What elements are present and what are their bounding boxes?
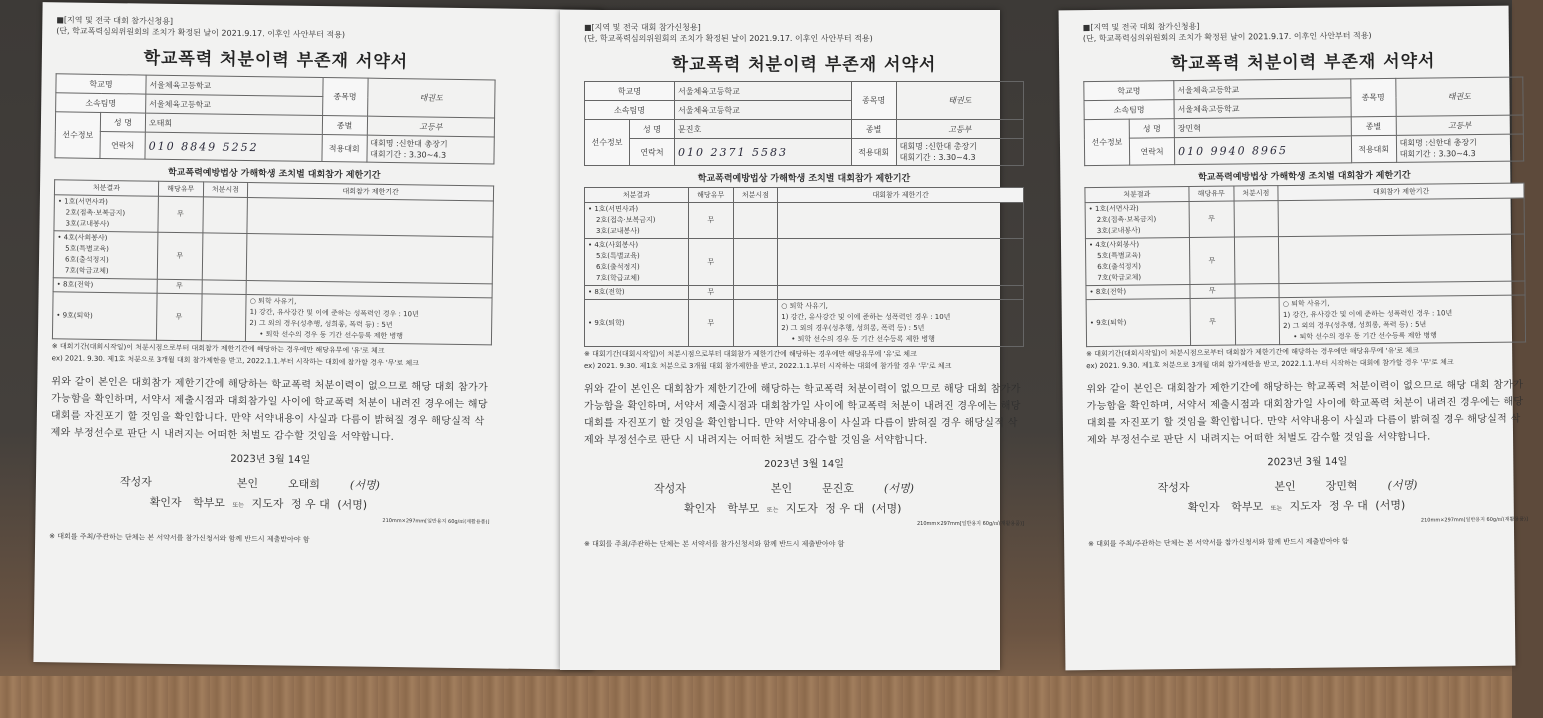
writer-line bbox=[1087, 475, 1527, 496]
period-2 bbox=[1279, 234, 1525, 284]
pledge-date: 2023년 3월 14일 bbox=[230, 453, 311, 466]
time-1 bbox=[1234, 201, 1279, 237]
team-value: 서울체육고등학교 bbox=[675, 101, 852, 120]
paper-spec: 210mm×297mm[일반용지 60g/㎡(재활용품)] bbox=[1420, 516, 1528, 524]
label-writer: 작성자 bbox=[119, 475, 152, 489]
group-3: • 8호(전학) bbox=[53, 278, 157, 293]
restriction-title: 학교폭력예방법상 가해학생 조치별 대회참가 제한기간 bbox=[167, 167, 381, 181]
item-1: • 1호(서면사과) bbox=[1088, 204, 1139, 214]
notice-line-1: ■[지역 및 전국 대회 참가신청용] bbox=[1082, 21, 1200, 33]
player-name: 오태희 bbox=[145, 113, 322, 134]
coach-seal: (서명) bbox=[871, 502, 902, 515]
item-5: 5호(특별교육) bbox=[1097, 251, 1141, 260]
item-3: 3호(교내봉사) bbox=[65, 219, 110, 229]
label-coach: 지도자 bbox=[251, 497, 284, 511]
writer-line bbox=[584, 480, 1024, 496]
coach-seal: (서명) bbox=[337, 498, 368, 512]
event-value: 태권도 bbox=[896, 82, 1023, 120]
contact-phone: 010 9940 8965 bbox=[1174, 136, 1351, 165]
item-6: 6호(출석정지) bbox=[1097, 262, 1142, 271]
label-writer: 작성자 bbox=[654, 482, 686, 495]
pledge-text: 위와 같이 본인은 대회참가 제한기간에 해당하는 학교폭력 처분이력이 없으므로 해당 대회 참가가 가능함을 확인하며, 서약서 제출시점과 대회참가일 사이에 학교폭력 처분이 내려진 경우에는 해당대회를 자진포기 할 것임을 확인합니다. 만약 서약내용이 사실과 다름이 밝혀질 경우 해당실적 삭제와 부정선수로 판단 시 내려지는 어떠한 처벌도 감수할 것임을 서약합니다. bbox=[50, 376, 489, 444]
group-3: • 8호(전학) bbox=[585, 286, 689, 300]
document-title: 학교폭력 처분이력 부존재 서약서 bbox=[1170, 51, 1436, 75]
group-1 bbox=[54, 195, 158, 232]
label-coach: 지도자 bbox=[1289, 499, 1322, 513]
restriction-title: 학교폭력예방법상 가해학생 조치별 대회참가 제한기간 bbox=[697, 174, 911, 184]
time-2 bbox=[733, 239, 778, 286]
applicable-4: 무 bbox=[156, 293, 201, 341]
item-4: • 4호(사회봉사) bbox=[1088, 240, 1140, 250]
document-title: 학교폭력 처분이력 부존재 서약서 bbox=[671, 55, 937, 75]
label-team: 소속팀명 bbox=[1084, 100, 1174, 120]
label-parent: 학부모 bbox=[727, 502, 760, 515]
event-value: 태권도 bbox=[1395, 77, 1523, 116]
coach-name: 정 우 대 bbox=[1328, 499, 1368, 513]
school-value: 서울체육고등학교 bbox=[675, 82, 852, 101]
label-coach: 지도자 bbox=[785, 502, 818, 515]
header-applicable: 해당유무 bbox=[688, 188, 733, 203]
label-competition: 적용대회 bbox=[322, 135, 367, 163]
contact-phone: 010 8849 5252 bbox=[145, 132, 322, 161]
competition-info bbox=[1396, 134, 1524, 162]
label-event: 종목명 bbox=[322, 78, 368, 117]
note-2: ex) 2021. 9.30. 제1호 처분으로 3개월 대회 참가제한을 받고, 2022.1.1.부터 시작하는 대회에 참가할 경우 '무'로 체크 bbox=[51, 354, 420, 368]
division-value: 고등부 bbox=[896, 120, 1023, 139]
note-2: ex) 2021. 9.30. 제1호 처분으로 3개월 대회 참가제한을 받고, 2022.1.1.부터 시작하는 대회에 참가할 경우 '무'로 체크 bbox=[1086, 358, 1454, 371]
info-table bbox=[584, 81, 1024, 166]
label-event: 종목명 bbox=[1350, 78, 1395, 116]
restrict-line-4: • 퇴학 선수의 경우 동 기간 선수등록 제한 병행 bbox=[1293, 331, 1437, 341]
info-table bbox=[54, 73, 495, 164]
applicable-3: 무 bbox=[688, 286, 733, 300]
time-2 bbox=[1234, 237, 1279, 284]
writer-line bbox=[50, 472, 490, 494]
header-time: 처분시점 bbox=[733, 188, 778, 203]
label-competition: 적용대회 bbox=[851, 139, 896, 166]
label-player-info: 선수정보 bbox=[1084, 119, 1129, 165]
period-1 bbox=[778, 203, 1024, 239]
item-5: 5호(특별교육) bbox=[65, 244, 109, 254]
group-2 bbox=[1085, 238, 1189, 286]
notice-line-2: (단, 학교폭력심의위원회의 조치가 확정된 날이 2021.9.17. 이후인 사안부터 적용) bbox=[584, 34, 873, 43]
contact-phone: 010 2371 5583 bbox=[675, 139, 852, 166]
restrict-line-4: • 퇴학 선수의 경우 동 기간 선수등록 제한 병행 bbox=[791, 335, 935, 343]
header-time: 처분시점 bbox=[203, 182, 248, 198]
header-applicable: 해당유무 bbox=[158, 181, 203, 197]
label-confirmer: 확인자 bbox=[1187, 500, 1220, 515]
header-time: 처분시점 bbox=[1233, 186, 1278, 201]
restrict-line-1: ○ 퇴학 사유기, bbox=[249, 297, 297, 306]
label-parent: 학부모 bbox=[1231, 500, 1264, 514]
info-table bbox=[1083, 77, 1524, 167]
player-name: 장민혁 bbox=[1174, 117, 1351, 138]
restrict-line-4: • 퇴학 선수의 경우 동 기간 선수등록 제한 병행 bbox=[259, 330, 403, 341]
competition-period: 대회기간 : 3.30~4.3 bbox=[370, 149, 447, 160]
group-1 bbox=[585, 203, 689, 239]
label-player-info: 선수정보 bbox=[55, 112, 101, 159]
restriction-table bbox=[1084, 183, 1526, 348]
header-result: 처분결과 bbox=[1085, 187, 1189, 203]
period-4 bbox=[246, 294, 492, 344]
label-self: 본인 bbox=[770, 482, 793, 495]
period-3 bbox=[778, 286, 1024, 300]
restriction-table bbox=[52, 179, 494, 345]
header-period: 대회참가 제한기간 bbox=[1278, 183, 1524, 201]
competition-period: 대회기간 : 3.30~4.3 bbox=[1399, 149, 1476, 159]
notice-line-2: (단, 학교폭력심의위원회의 조치가 확정된 날이 2021.9.17. 이후인 사안부터 적용) bbox=[1082, 31, 1372, 44]
restriction-title: 학교폭력예방법상 가해학생 조치별 대회참가 제한기간 bbox=[1198, 170, 1411, 183]
applicable-1: 무 bbox=[158, 196, 203, 233]
item-6: 6호(출석정지) bbox=[596, 263, 640, 271]
notice-line-1: ■[지역 및 전국 대회 참가신청용] bbox=[584, 23, 701, 32]
label-or: 또는 bbox=[232, 501, 245, 509]
label-or: 또는 bbox=[766, 507, 779, 514]
time-4 bbox=[1235, 298, 1280, 345]
label-team: 소속팀명 bbox=[56, 93, 146, 113]
label-confirmer: 확인자 bbox=[684, 502, 716, 515]
item-7: 7호(학급교체) bbox=[596, 274, 640, 282]
division-value: 고등부 bbox=[367, 116, 495, 137]
confirmer-line bbox=[50, 492, 490, 514]
group-2 bbox=[585, 239, 689, 286]
signer-seal: (서명) bbox=[884, 482, 914, 495]
item-3: 3호(교내봉사) bbox=[596, 227, 640, 235]
item-1: • 1호(서면사과) bbox=[57, 197, 108, 207]
signer-name: 문진호 bbox=[822, 482, 855, 495]
label-name: 성 명 bbox=[100, 112, 145, 132]
label-school: 학교명 bbox=[585, 82, 675, 101]
applicable-3: 무 bbox=[1190, 284, 1235, 298]
item-4: • 4호(사회봉사) bbox=[588, 241, 639, 249]
label-division: 종별 bbox=[322, 116, 367, 136]
pledge-document-2 bbox=[560, 10, 1024, 670]
label-writer: 작성자 bbox=[1157, 481, 1190, 495]
pledge-document-1 bbox=[33, 2, 602, 670]
pledge-date: 2023년 3월 14일 bbox=[1267, 456, 1348, 469]
school-value: 서울체육고등학교 bbox=[146, 75, 323, 96]
pledge-date: 2023년 3월 14일 bbox=[764, 459, 844, 470]
team-value: 서울체육고등학교 bbox=[1174, 98, 1351, 119]
label-contact: 연락처 bbox=[1129, 138, 1174, 165]
competition-info bbox=[367, 135, 495, 164]
paper-spec: 210mm×297mm[일반용지 60g/㎡(재활용품)] bbox=[382, 517, 490, 526]
period-4 bbox=[778, 300, 1024, 347]
item-2: 2호(접촉·보복금지) bbox=[65, 208, 126, 218]
pledge-document-3 bbox=[1059, 6, 1528, 671]
competition-period: 대회기간 : 3.30~4.3 bbox=[899, 153, 976, 162]
signer-name: 오태희 bbox=[287, 477, 321, 492]
item-1: • 1호(서면사과) bbox=[588, 205, 639, 213]
event-value: 태권도 bbox=[367, 78, 495, 118]
applicable-4: 무 bbox=[688, 300, 733, 347]
note-1: ※ 대회기간(대회시작일)이 처분시점으로부터 대회참가 제한기간에 해당하는 경우에만 해당유무에 '유'로 체크 bbox=[584, 350, 917, 358]
confirmer-line bbox=[584, 500, 1024, 516]
document-title: 학교폭력 처분이력 부존재 서약서 bbox=[143, 48, 409, 73]
label-school: 학교명 bbox=[1084, 81, 1174, 101]
footer-note: ※ 대회를 주최/주관하는 단체는 본 서약서를 참가신청서와 함께 반드시 제출받아야 함 bbox=[49, 532, 310, 544]
footer-note: ※ 대회를 주최/주관하는 단체는 본 서약서를 참가신청서와 함께 반드시 제출받아야 함 bbox=[1088, 537, 1349, 549]
team-value: 서울체육고등학교 bbox=[146, 94, 323, 115]
label-name: 성 명 bbox=[1129, 119, 1174, 138]
time-1 bbox=[733, 203, 778, 239]
restriction-table bbox=[584, 187, 1024, 347]
coach-name: 정 우 대 bbox=[290, 497, 330, 512]
group-1 bbox=[1085, 202, 1189, 239]
applicable-4: 무 bbox=[1190, 298, 1235, 345]
label-school: 학교명 bbox=[56, 74, 146, 94]
item-3: 3호(교내봉사) bbox=[1096, 226, 1141, 235]
group-4: • 9호(퇴학) bbox=[585, 300, 689, 347]
group-2 bbox=[53, 231, 158, 279]
label-self: 본인 bbox=[1274, 479, 1296, 494]
signer-name: 장민혁 bbox=[1325, 479, 1358, 493]
player-name: 문진호 bbox=[675, 120, 852, 139]
restrict-line-3: 2) 그 외의 경우(성추행, 성희롱, 폭력 등) : 5년 bbox=[249, 319, 393, 330]
label-self: 본인 bbox=[236, 476, 259, 491]
footer-note: ※ 대회를 주최/주관하는 단체는 본 서약서를 참가신청서와 함께 반드시 제출받아야 함 bbox=[584, 540, 845, 548]
header-period: 대회참가 제한기간 bbox=[778, 188, 1024, 203]
label-division: 종별 bbox=[1351, 116, 1396, 135]
applicable-1: 무 bbox=[688, 203, 733, 239]
notice-line-2: (단, 학교폭력심의위원회의 조치가 확정된 날이 2021.9.17. 이후인 사안부터 적용) bbox=[56, 26, 346, 40]
group-4: • 9호(퇴학) bbox=[52, 292, 157, 340]
notice-line-1: ■[지역 및 전국 대회 참가신청용] bbox=[56, 15, 174, 26]
item-5: 5호(특별교육) bbox=[596, 252, 640, 260]
time-4 bbox=[733, 300, 778, 347]
label-contact: 연락처 bbox=[630, 139, 675, 166]
applicable-2: 무 bbox=[688, 239, 733, 286]
time-3 bbox=[733, 286, 778, 300]
signer-seal: (서명) bbox=[349, 478, 380, 492]
competition-name: 대회명 :신한대 총장기 bbox=[1399, 138, 1477, 148]
division-value: 고등부 bbox=[1396, 115, 1524, 135]
item-2: 2호(접촉·보복금지) bbox=[596, 216, 656, 224]
restrict-line-2: 1) 강간, 유사강간 및 이에 준하는 성폭력인 경우 : 10년 bbox=[249, 308, 419, 319]
restrict-line-1: ○ 퇴학 사유기, bbox=[781, 302, 828, 310]
header-period: 대회참가 제한기간 bbox=[248, 183, 494, 201]
applicable-3: 무 bbox=[157, 279, 202, 294]
coach-seal: (서명) bbox=[1375, 498, 1406, 513]
label-team: 소속팀명 bbox=[585, 101, 675, 120]
item-7: 7호(학급교체) bbox=[1097, 273, 1142, 282]
header-result: 처분결과 bbox=[585, 188, 689, 203]
item-7: 7호(학급교체) bbox=[64, 266, 109, 276]
competition-name: 대회명 :신한대 총장기 bbox=[370, 138, 448, 149]
time-3 bbox=[202, 280, 247, 295]
label-competition: 적용대회 bbox=[1351, 135, 1396, 162]
item-6: 6호(출석정지) bbox=[64, 255, 109, 265]
label-parent: 학부모 bbox=[192, 496, 226, 510]
applicable-1: 무 bbox=[1189, 201, 1234, 237]
note-1: ※ 대회기간(대회시작일)이 처분시점으로부터 대회참가 제한기간에 해당하는 경우에만 해당유무에 '유'로 체크 bbox=[1086, 346, 1419, 359]
label-confirmer: 확인자 bbox=[149, 495, 182, 510]
label-contact: 연락처 bbox=[100, 131, 145, 159]
time-3 bbox=[1234, 284, 1279, 298]
note-1: ※ 대회기간(대회시작일)이 처분시점으로부터 대회참가 제한기간에 해당하는 경우에만 해당유무에 '유'로 체크 bbox=[51, 342, 385, 355]
restrict-line-2: 1) 강간, 유사강간 및 이에 준하는 성폭력인 경우 : 10년 bbox=[1282, 309, 1453, 320]
restrict-line-3: 2) 그 외의 경우(성추행, 성희롱, 폭력 등) : 5년 bbox=[1283, 320, 1427, 331]
time-4 bbox=[201, 294, 246, 342]
period-2 bbox=[778, 239, 1024, 286]
label-name: 성 명 bbox=[630, 120, 675, 139]
competition-info bbox=[896, 139, 1023, 166]
period-1 bbox=[1278, 198, 1524, 237]
restrict-line-2: 1) 강간, 유사강간 및 이에 준하는 성폭력인 경우 : 10년 bbox=[781, 313, 951, 321]
group-4: • 9호(퇴학) bbox=[1086, 299, 1190, 347]
period-4 bbox=[1279, 295, 1525, 345]
note-2: ex) 2021. 9.30. 제1호 처분으로 3개월 대회 참가제한을 받고, 2022.1.1.부터 시작하는 대회에 참가할 경우 '무'로 체크 bbox=[584, 362, 952, 370]
signer-seal: (서명) bbox=[1387, 478, 1418, 492]
competition-name: 대회명 :신한대 총장기 bbox=[899, 142, 977, 151]
wooden-table-edge bbox=[0, 676, 1512, 718]
item-2: 2호(접촉·보복금지) bbox=[1096, 215, 1157, 224]
applicable-2: 무 bbox=[1189, 237, 1234, 284]
label-player-info: 선수정보 bbox=[585, 120, 630, 166]
time-1 bbox=[202, 197, 247, 234]
period-2 bbox=[247, 234, 493, 284]
coach-name: 정 우 대 bbox=[825, 502, 865, 515]
label-division: 종별 bbox=[851, 120, 896, 139]
confirmer-line bbox=[1088, 495, 1528, 516]
pledge-text: 위와 같이 본인은 대회참가 제한기간에 해당하는 학교폭력 처분이력이 없으므로 해당 대회 참가가 가능함을 확인하며, 서약서 제출시점과 대회참가일 사이에 학교폭력 처분이 내려진 경우에는 해당대회를 자진포기 할 것임을 확인합니다. 만약 서약내용이 사실과 다름이 밝혀질 경우 해당실적 삭제와 부정선수로 판단 시 내려지는 어떠한 처벌도 감수할 것임을 서약합니다. bbox=[1086, 379, 1524, 447]
pledge-text: 위와 같이 본인은 대회참가 제한기간에 해당하는 학교폭력 처분이력이 없으므로 해당 대회 참가가 가능함을 확인하며, 서약서 제출시점과 대회참가일 사이에 학교폭력 처분이 내려진 경우에는 해당대회를 자진포기 할 것임을 확인합니다. 만약 서약내용이 사실과 다름이 밝혀질 경우 해당실적 삭제와 부정선수로 판단 시 내려지는 어떠한 처벌도 감수할 것임을 서약합니다. bbox=[584, 384, 1021, 446]
period-1 bbox=[247, 198, 493, 237]
restrict-line-3: 2) 그 외의 경우(성추행, 성희롱, 폭력 등) : 5년 bbox=[781, 324, 925, 332]
header-result: 처분결과 bbox=[54, 180, 158, 196]
header-applicable: 해당유무 bbox=[1189, 186, 1234, 201]
item-4: • 4호(사회봉사) bbox=[57, 233, 108, 243]
label-or: 또는 bbox=[1270, 505, 1283, 513]
label-event: 종목명 bbox=[851, 82, 896, 120]
time-2 bbox=[202, 233, 247, 281]
school-value: 서울체육고등학교 bbox=[1174, 79, 1351, 100]
group-3: • 8호(전학) bbox=[1086, 285, 1190, 300]
restrict-line-1: ○ 퇴학 사유기, bbox=[1282, 299, 1330, 309]
paper-spec: 210mm×297mm[일반용지 60g/㎡(재활용품)] bbox=[916, 521, 1024, 527]
applicable-2: 무 bbox=[157, 232, 202, 280]
